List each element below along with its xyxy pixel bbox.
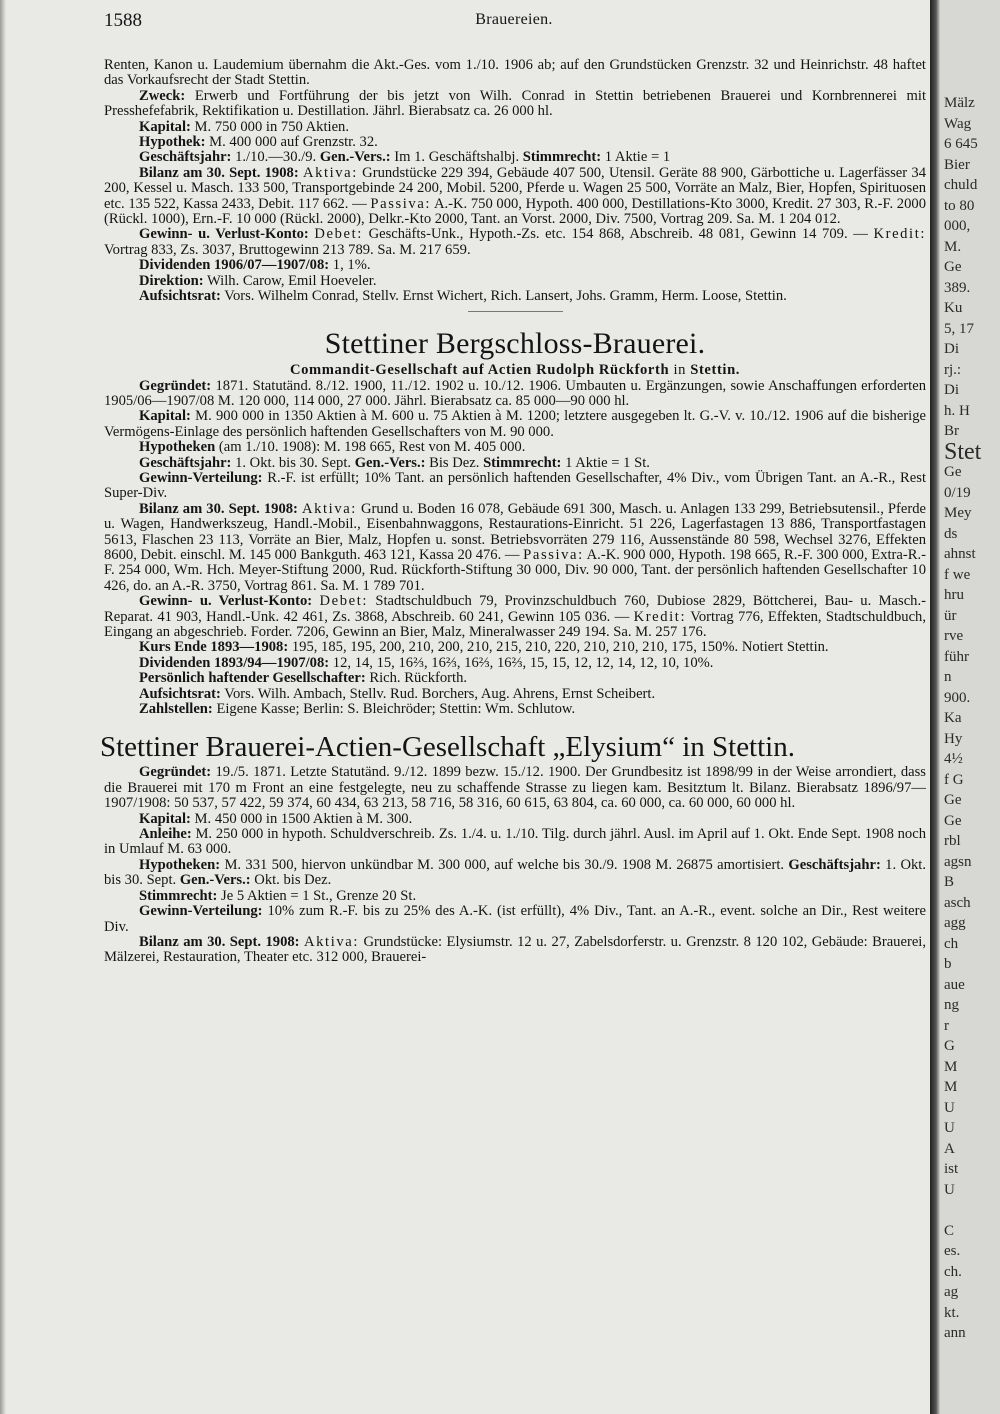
label-geschaeftsjahr: Geschäftsjahr: [139, 149, 232, 166]
facing-page-fragment: Stet [944, 438, 982, 465]
subtitle-main: Commandit-Gesellschaft auf Actien Rudolph Rückforth [289, 361, 670, 378]
word-aktiva: Aktiva: [302, 164, 358, 181]
text-genvers: Bis Dez. [429, 454, 480, 471]
paragraph-kurs [104, 640, 926, 655]
paragraph-hypothek [104, 135, 926, 150]
facing-page-fragment: f we [944, 566, 971, 583]
word-debet: Debet: [319, 593, 368, 610]
label-kapital: Kapital: [139, 810, 191, 827]
paragraph-hypotheken [104, 858, 926, 889]
text-guv-debet: Geschäfts-Unk., Hypoth.-Zs. etc. 154 868, Abschreib. 48 081, Gewinn 14 709. — [368, 226, 868, 243]
running-title: Brauereien. [475, 11, 553, 28]
facing-page-fragment: Wag [944, 115, 972, 132]
paragraph-guv [104, 227, 926, 258]
paragraph-zweck [104, 89, 926, 120]
paragraph-aufsichtsrat [104, 687, 926, 702]
label-gegruendet: Gegründet: [139, 377, 212, 394]
paragraph-zahlstellen [104, 702, 926, 717]
label-geschaeftsjahr: Geschäftsjahr: [788, 856, 881, 873]
text-guv-kredit: Vortrag 776, Effekten, Stadtschuldbuch, Eingang an abgeschrieb. Forder. 7206, Gewinn an Bier, Malz, Mineralwasser 249 194. Sa. M. 257 176. [104, 608, 926, 640]
label-anleihe: Anleihe: [139, 826, 192, 843]
facing-page-fragment: Hy [944, 730, 963, 747]
paragraph-kapital [104, 812, 926, 827]
paragraph-guv [104, 594, 926, 640]
facing-page-fragment: M. [944, 238, 962, 255]
text-guv-kredit: Vortrag 833, Zs. 3037, Bruttogewinn 213 789. Sa. M. 217 659. [104, 241, 471, 258]
label-hypotheken: Hypotheken: [139, 856, 221, 873]
facing-page-fragment: agsn [944, 853, 972, 870]
label-bilanz: Bilanz am 30. Sept. 1908: [139, 500, 298, 517]
label-persoenlich-haftender: Persönlich haftender Gesellschafter: [139, 670, 366, 687]
facing-page-fragment: rve [944, 628, 964, 644]
facing-page-fragment: ann [944, 1325, 966, 1341]
label-dividenden: Dividenden 1893/94—1907/08: [139, 654, 330, 671]
label-hypotheken: Hypotheken [139, 439, 216, 456]
paragraph-gegruendet [104, 765, 926, 811]
text-gewinn-verteilung: 10% zum R.-F. bis zu 25% des A.-K. (ist erfüllt), 4% Div., Tant. an A.-R., event. solche an Dir., Rest weitere Div. [104, 903, 926, 935]
text-hypotheken: M. 331 500, hiervon unkündbar M. 300 000, auf welche bis 30./9. 1908 M. 26875 amortisiert. [224, 856, 785, 873]
facing-page-fragment: B [944, 874, 955, 890]
text-bilanz-passiva: A.-K. 750 000, Hypoth. 400 000, Destillations-Kto 3000, Kredit. 27 303, R.-F. 2000 (Rückl. 1000), Ern.-F. 10 000 (Rückl. 2000), Delkr.-Kto 2000, Tant. an Vorst. 2000, Div. 7500, Vortrag 209. Sa. M. 1 204 012. [104, 195, 926, 228]
facing-page-fragment: ch [944, 935, 959, 952]
facing-page-fragment: U [944, 1181, 955, 1198]
paragraph-persoenlich-haftender [104, 671, 926, 686]
facing-page-fragment: b [944, 956, 952, 972]
word-passiva: Passiva: [370, 195, 432, 212]
facing-page-fragment: 900. [944, 689, 971, 706]
facing-page-fragment: C [944, 1222, 955, 1239]
facing-page-fragment: to 80 [944, 197, 975, 214]
text-guv-debet: Stadtschuldbuch 79, Provinzschuldbuch 760, Dubiose 2829, Böttcherei, Bau- u. Masch.-Reparat. 41 903, Handl.-Unk. 42 461, Zs. 3868, Abschreib. 60 241, Gewinn 105 036. — [104, 593, 926, 625]
text-stimmrecht: 1 Aktie = 1 St. [565, 454, 650, 471]
paragraph-anleihe [104, 827, 926, 858]
label-guv: Gewinn- u. Verlust-Konto: [139, 593, 313, 610]
text-persoenlich-haftender: Rich. Rückforth. [369, 670, 468, 687]
text-geschaeftsjahr: 1. Okt. bis 30. Sept. [235, 454, 352, 471]
paragraph-stimmrecht [104, 889, 926, 904]
text-bilanz-aktiva: Grundstücke: Elysiumstr. 12 u. 27, Zabelsdorferstr. u. Grenzstr. 8 120 102, Gebäude: Brauerei, Mälzerei, Restauration, Theater etc. 312 000, Brauerei- [104, 933, 926, 966]
text-anleihe: M. 250 000 in hypoth. Schuldverschreib. Zs. 1./4. u. 1./10. Tilg. durch jährl. Ausl. im April auf 1. Okt. Ende Sept. 1908 noch in Umlauf M. 63 000. [104, 826, 926, 858]
facing-page-fragment: r [944, 1017, 949, 1034]
text-geschaeftsjahr: 1./10.—30./9. [235, 149, 317, 166]
paragraph-dividenden [104, 656, 926, 671]
facing-page-fragment: Mälz [944, 95, 975, 111]
paragraph-gewinn-verteilung [104, 904, 926, 935]
label-kurs: Kurs Ende 1893—1908: [139, 639, 289, 656]
facing-page-fragment: Ku [944, 300, 963, 316]
text-hypothek: M. 400 000 auf Grenzstr. 32. [209, 134, 378, 151]
word-aktiva: Aktiva: [301, 500, 357, 517]
facing-page-fragment: Br [944, 423, 959, 439]
label-dividenden: Dividenden 1906/07—1907/08: [139, 257, 330, 274]
text-dividenden: 12, 14, 15, 16⅔, 16⅔, 16⅔, 16⅔, 15, 15, 12, 12, 14, 12, 10, 10%. [332, 654, 714, 671]
company-title: Stettiner Bergschloss-Brauerei. [324, 326, 706, 360]
text-kapital: M. 750 000 in 750 Aktien. [194, 118, 349, 135]
text-bilanz-passiva: A.-K. 900 000, Hypoth. 198 665, R.-F. 300 000, Extra-R.-F. 254 000, Wm. Hch. Meyer-Stiftung 2000, Rud. Rückforth-Stiftung 30 000, Div. 90 000, Tant. der persönlich haftenden Gesellschafter 10 426, do. an A.-R. 3750, Vortrag 861. Sa. M. 1 789 701. [104, 546, 926, 594]
label-kapital: Kapital: [139, 118, 191, 135]
facing-page-fragment: 4½ [944, 751, 963, 767]
label-guv: Gewinn- u. Verlust-Konto: [139, 226, 309, 243]
word-kredit: Kredit: [873, 226, 927, 243]
subtitle-city: Stettin. [690, 361, 741, 378]
facing-page-fragment: kt. [944, 1304, 960, 1321]
text-bilanz-aktiva: Grund u. Boden 16 078, Gebäude 691 300, Masch. u. Anlagen 133 299, Betriebsutensil., Pferde u. Wagen, Handwerkszeug, Handl.-Mobil., Eisenbahnwaggons, Restaurations-Einricht. 51 226, Lagerfastagen 13 886, Transportfastagen 5613, Flaschen 23 113, Vorräte an Bier, Malz, Hopfen u. sonst. Betriebsvorräten 279 116, Aussenstände 80 598, Wechsel 3276, Effekten 8600, Debit. einschl. M. 145 000 Bankguth. 463 121, Kassa 20 476. — [104, 500, 926, 563]
word-aktiva: Aktiva: [304, 933, 359, 950]
label-genvers: Gen.-Vers.: [354, 454, 426, 471]
facing-page-fragment: 389. [944, 279, 971, 296]
paragraph-hypotheken [104, 440, 926, 455]
paragraph-geschaeftsjahr [104, 150, 926, 165]
paragraph-gewinn-verteilung [104, 471, 926, 502]
label-aufsichtsrat: Aufsichtsrat: [139, 288, 221, 305]
facing-page-fragment: Ka [944, 710, 962, 726]
facing-page-fragment: Ge [944, 259, 962, 275]
text-aufsichtsrat: Vors. Wilhelm Conrad, Stellv. Ernst Wichert, Rich. Lansert, Johs. Gramm, Herm. Loose, Stettin. [224, 288, 787, 305]
facing-page-fragment: 000, [944, 218, 971, 234]
facing-page-fragment: ahnst [944, 546, 976, 562]
facing-page-fragment: Di [944, 341, 959, 357]
label-aufsichtsrat: Aufsichtsrat: [139, 685, 221, 702]
paragraph-bilanz [104, 935, 926, 966]
facing-page-fragment: führ [944, 648, 969, 665]
facing-page-fragment: Bier [944, 156, 970, 173]
page-left-edge [0, 0, 6, 1414]
paragraph-aufsichtsrat [104, 289, 926, 304]
facing-page-fragment: ds [944, 525, 958, 542]
label-gewinn-verteilung: Gewinn-Verteilung: [139, 903, 263, 920]
facing-page-fragment: A [944, 1140, 955, 1157]
word-passiva: Passiva: [523, 546, 584, 563]
label-gewinn-verteilung: Gewinn-Verteilung: [139, 469, 263, 486]
facing-page-fragment: U [944, 1120, 955, 1136]
section-divider [468, 311, 563, 312]
company-subtitle [104, 362, 926, 379]
paragraph-gegruendet [104, 379, 926, 410]
text-kapital: M. 900 000 in 1350 Aktien à M. 600 u. 75 Aktien à M. 1200; letztere ausgegeben lt. G.-V. v. 10./12. 1906 auf die bisherige Vermögens-Einlage des persönlich haftenden Gesellschafters von M. 90 000. [104, 408, 926, 440]
text-column [100, 57, 927, 966]
facing-page-fragment: Mey [944, 505, 972, 521]
paragraph-geschaeftsjahr [104, 456, 926, 471]
paragraph-direktion [104, 274, 926, 289]
facing-page-fragment: asch [944, 894, 971, 911]
facing-page-fragment: aue [944, 976, 965, 993]
text-gegruendet: 19./5. 1871. Letzte Statutänd. 9./12. 1899 bezw. 15./12. 1900. Der Grundbesitz ist 1898/99 in der Weise arrondiert, dass die Brauerei mit 170 m Front an eine festgelegte, neu zu schaffende Strasse zu liegen kam. Besitztum lt. Bilanz. Bierabsatz 1896/97—1907/1908: 50 537, 57 422, 59 374, 60 434, 63 213, 58 716, 58 316, 60 615, 63 804, ca. 60 000, ca. 60 000, 60 000 hl. [104, 764, 926, 812]
gutter-shadow [930, 0, 940, 1414]
label-bilanz: Bilanz am 30. Sept. 1908: [139, 164, 299, 181]
subtitle-in: in [673, 361, 686, 378]
facing-page-fragment: U [944, 1099, 955, 1116]
text-dividenden: 1, 1%. [332, 257, 371, 274]
label-zahlstellen: Zahlstellen: [139, 701, 213, 718]
facing-page-fragment: rj.: [944, 361, 962, 378]
section-elysium [100, 731, 926, 966]
facing-page-fragment: Ge [944, 812, 962, 829]
label-zweck: Zweck: [139, 87, 186, 104]
facing-page-fragment: rbl [944, 833, 961, 849]
text-bilanz-aktiva: Grundstücke 229 394, Gebäude 407 500, Utensil. Geräte 88 900, Gärbottiche u. Lagerfässer 34 200, Kessel u. Masch. 133 500, Transportgebinde 24 200, Mobil. 5200, Pferde u. Wagen 25 500, Vorräte an Malz, Bier, Hopfen, Spirituosen etc. 135 522, Kassa 2433, Debit. 117 662. — [104, 164, 926, 212]
word-kredit: Kredit: [633, 608, 687, 625]
paragraph-renten: Renten, Kanon u. Laudemium übernahm die Akt.-Ges. vom 1./10. 1906 ab; auf den Grundstücken Grenzstr. 32 und Heinrichstr. 48 haftet das Vorkaufsrecht der Stadt Stettin. [104, 57, 926, 89]
facing-page-fragment: Ge [944, 464, 962, 480]
label-kapital: Kapital: [139, 408, 191, 425]
facing-page-fragment: hru [944, 587, 964, 603]
paragraph-kapital [104, 120, 926, 135]
facing-page-fragment: 0/19 [944, 484, 971, 501]
page-header [104, 10, 924, 32]
label-stimmrecht: Stimmrecht: [483, 454, 562, 471]
facing-page-fragment: 5, 17 [944, 320, 974, 337]
facing-page-fragment: f G [944, 771, 964, 788]
label-hypothek: Hypothek: [139, 134, 206, 151]
paragraph-bilanz [104, 166, 926, 228]
word-debet: Debet: [314, 226, 363, 243]
text-genvers: Im 1. Geschäftshalbj. [394, 149, 520, 166]
text-stimmrecht: Je 5 Aktien = 1 St., Grenze 20 St. [221, 887, 417, 904]
label-genvers: Gen.-Vers.: [179, 872, 251, 889]
facing-page-fragment: h. H [944, 402, 970, 419]
text-hypotheken: (am 1./10. 1908): M. 198 665, Rest von M. 405 000. [218, 439, 526, 456]
label-gegruendet: Gegründet: [139, 764, 212, 781]
label-stimmrecht: Stimmrecht: [522, 149, 602, 166]
text-kapital: M. 450 000 in 1500 Aktien à M. 300. [194, 810, 413, 827]
facing-page-fragment: M [944, 1058, 958, 1075]
text-gegruendet: 1871. Statutänd. 8./12. 1900, 11./12. 1902 u. 10./12. 1906. Umbauten u. Ergänzungen, sowie Anschaffungen erforderten 1905/06—1907/08 M. 120 000, 114 000, 27 000. Jährl. Bierabsatz ca. 85 000—90 000 hl. [104, 377, 926, 409]
facing-page-fragment: es. [944, 1243, 961, 1259]
paragraph-dividenden [104, 258, 926, 273]
facing-page-fragment: agg [944, 915, 966, 931]
facing-page-fragment: M [944, 1079, 958, 1095]
facing-page-fragment: n [944, 669, 952, 685]
facing-page-fragment: ist [944, 1161, 959, 1177]
facing-page-fragment: G [944, 1038, 955, 1054]
company-title: Stettiner Brauerei-Actien-Gesellschaft „Elysium“ in Stettin. [100, 731, 795, 764]
text-geschaeftsjahr: 1. Okt. bis 30. Sept. [104, 856, 926, 889]
text-genvers: Okt. bis Dez. [254, 872, 332, 889]
text-zahlstellen: Eigene Kasse; Berlin: S. Bleichröder; Stettin: Wm. Schlutow. [216, 701, 576, 718]
label-direktion: Direktion: [139, 272, 204, 289]
facing-page-fragment: ag [944, 1284, 959, 1300]
facing-page-fragment: ch. [944, 1263, 962, 1280]
facing-page-fragment: 6 645 [944, 136, 978, 152]
text-gewinn-verteilung: R.-F. ist erfüllt; 10% Tant. an persönlich haftenden Gesellschafter, 4% Div., vom Übrigen Tant. an A.-R., Rest Super-Div. [104, 469, 926, 502]
label-genvers: Gen.-Vers.: [319, 149, 391, 166]
paragraph-kapital [104, 409, 926, 440]
facing-page-fragment: Di [944, 382, 959, 398]
section-bergschloss [104, 328, 926, 718]
page-number: 1588 [104, 10, 142, 31]
facing-page-fragment: chuld [944, 177, 978, 193]
text-kurs: 195, 185, 195, 200, 210, 200, 210, 215, 210, 220, 210, 210, 210, 175, 150%. Notiert Stettin. [291, 639, 829, 656]
facing-page-fragment: Ge [944, 792, 962, 808]
text-zweck: Erwerb und Fortführung der bis jetzt von Wilh. Conrad in Stettin betriebenen Brauerei und Kornbrennerei mit Presshefefabrik, Rektifikation u. Destillation. Jährl. Bierabsatz ca. 26 000 hl. [104, 87, 926, 120]
text-aufsichtsrat: Vors. Wilh. Ambach, Stellv. Rud. Borchers, Aug. Ahrens, Ernst Scheibert. [224, 685, 656, 702]
section-conrad-continuation [104, 58, 926, 312]
label-bilanz: Bilanz am 30. Sept. 1908: [139, 933, 300, 950]
label-geschaeftsjahr: Geschäftsjahr: [139, 454, 232, 471]
facing-page-fragment: ng [944, 997, 959, 1013]
label-stimmrecht: Stimmrecht: [139, 887, 218, 904]
text-direktion: Wilh. Carow, Emil Hoeveler. [206, 272, 377, 289]
binding-gutter [930, 0, 1000, 1414]
paragraph-bilanz [104, 502, 926, 594]
text-stimmrecht: 1 Aktie = 1 [604, 149, 671, 166]
facing-page-fragment: ür [944, 607, 957, 624]
